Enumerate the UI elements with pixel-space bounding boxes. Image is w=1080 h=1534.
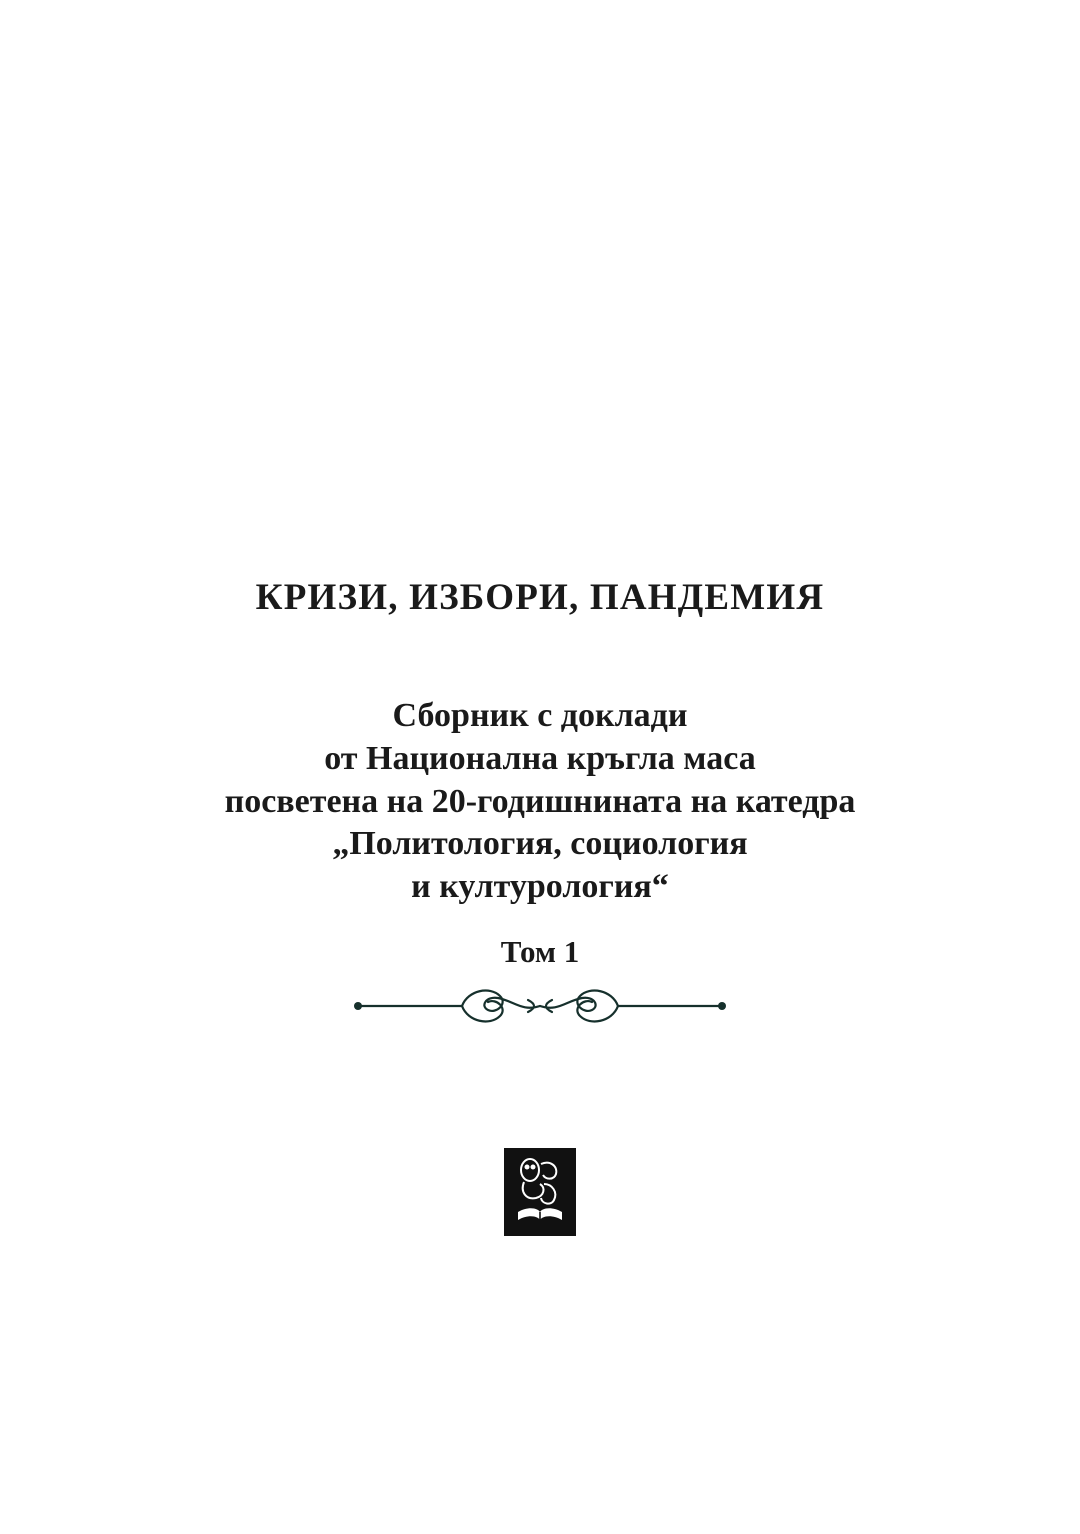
subtitle-line-4: „Политология, социология: [332, 825, 748, 863]
subtitle-line-2: от Национална кръгла маса: [324, 739, 756, 777]
subtitle-line-1: Сборник с доклади: [392, 697, 688, 734]
publisher-logo: [0, 1148, 1080, 1236]
page-title: КРИЗИ, ИЗБОРИ, ПАНДЕМИЯ: [255, 577, 825, 618]
subtitle-line-5: и културология“: [411, 868, 669, 906]
ornament-divider: [0, 978, 1080, 1034]
volume-block: [0, 934, 1080, 970]
title-block: [0, 578, 1080, 619]
subtitle-block: [0, 695, 1080, 909]
ornament-flourish-icon: [350, 978, 730, 1034]
publisher-emblem-icon: [504, 1148, 576, 1236]
emblem-graphic-icon: [510, 1154, 570, 1230]
volume-label: Том 1: [500, 934, 580, 969]
subtitle-line-3: посветена на 20-годишнината на катедра: [224, 782, 856, 820]
